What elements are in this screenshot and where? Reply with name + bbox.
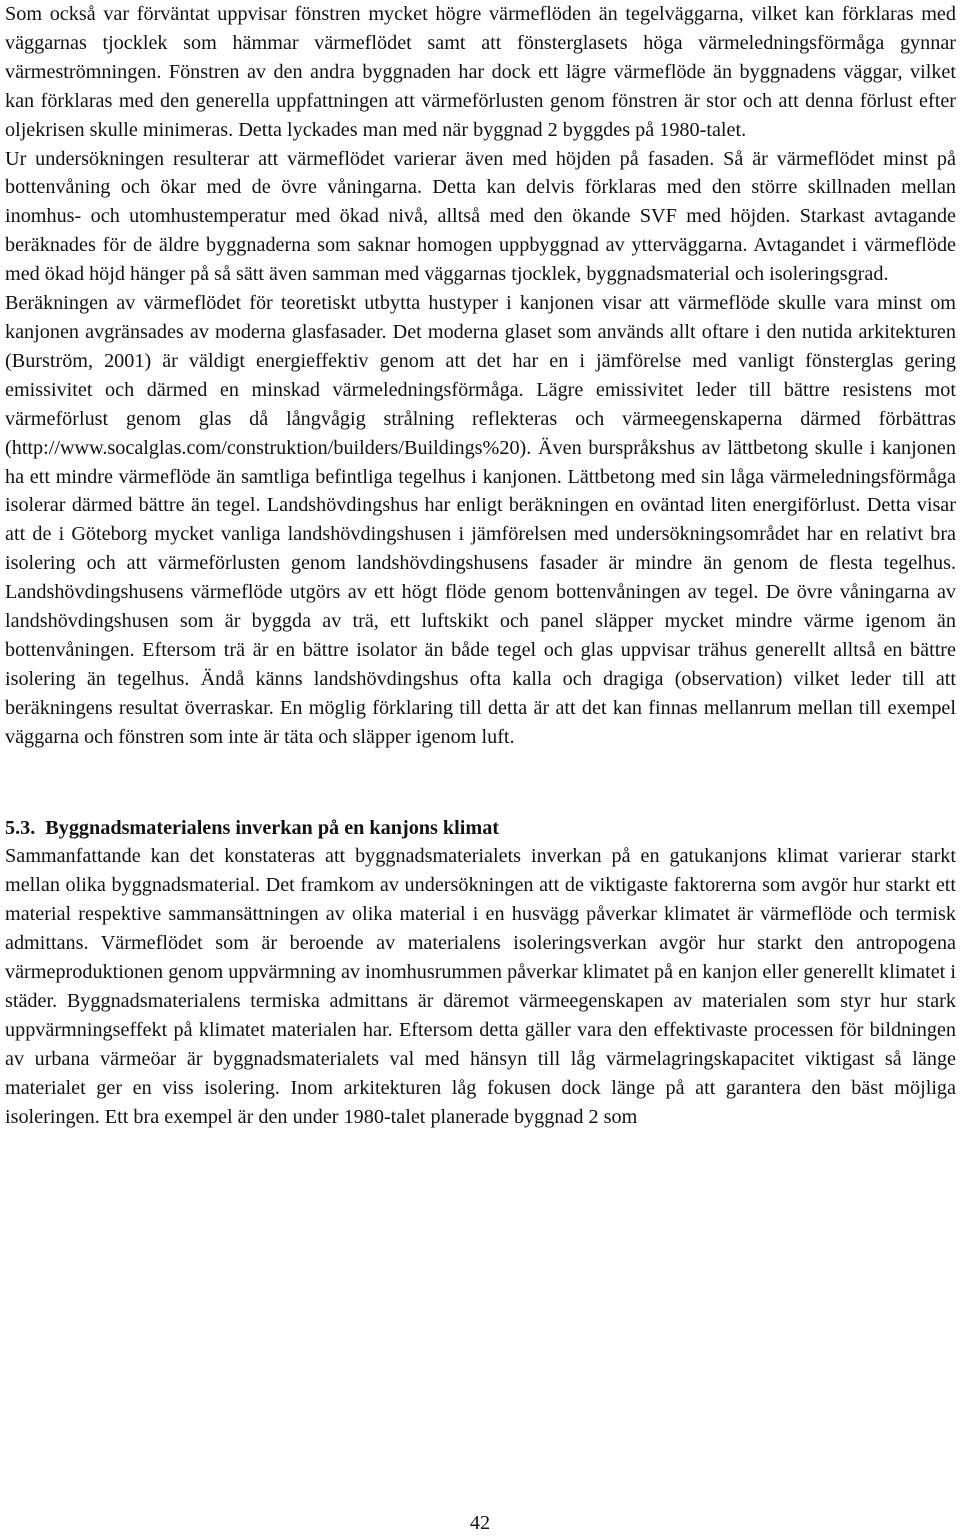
paragraph-house-types: Beräkningen av värmeflödet för teoretiskt utbytta hustyper i kanjonen visar att värmeflöde skulle vara minst om kanjonen avgränsades av moderna glasfasader. Det moderna glaset som används allt oftare i den nutida arkitekturen (Burström, 2001) är väldigt energieffektiv genom att det har en i jämförelse med vanligt fönsterglas gering emissivitet och därmed en minskad värmeledningsförmåga. Lägre emissivitet leder till bättre resistens mot värmeförlust genom glas då långvågig strålning reflekteras och värmeegenskaperna därmed förbättras (http://www.socalglas.com/construktion/builders/Buildings%20). Även burspråkshus av lättbetong skulle i kanjonen ha ett mindre värmeflöde än samtliga befintliga tegelhus i kanjonen. Lättbetong med sin låga värmeledningsförmåga isolerar därmed bättre än tegel. Landshövdingshus har enligt beräkningen en oväntad liten energiförlust. Detta visar att de i Göteborg mycket vanliga landshövdingshusen i jämförelsen med undersökningsområdet har en relativt bra isolering och att värmeförlusten genom landshövdingshusens fasader är mindre än genom de flesta tegelhus. Landshövdingshusens värmeflöde utgörs av ett högt flöde genom bottenvåningen av tegel. De övre våningarna av landshövdingshusen som är byggda av trä, ett luftskikt och panel släpper mycket mindre värme igenom än bottenvåningen. Eftersom trä är en bättre isolator än både tegel och glas uppvisar trähus generellt alltså en bättre isolering än tegelhus. Ändå känns landshövdingshus ofta kalla och dragiga (observation) vilket leder till att beräkningens resultat överraskar. En möglig förklaring till detta är att det kan finnas mellanrum mellan till exempel väggarna och fönstren som inte är täta och släpper igenom luft. — [5, 292, 956, 748]
section-title: Byggnadsmaterialens inverkan på en kanjons klimat — [45, 816, 500, 839]
page-number: 42 — [469, 1512, 491, 1534]
paragraph-height-variation: Ur undersökningen resulterar att värmeflödet varierar även med höjden på fasaden. Så är värmeflödet minst på bottenvåning och ökar med de övre våningarna. Detta kan delvis förklaras med den större skillnaden mellan inomhus- och utomhustemperatur med ökad nivå, alltså med den ökande SVF med höjden. Starkast avtagande beräknades för de äldre byggnaderna som saknar homogen uppbyggnad av ytterväggarna. Avtagandet i värmeflöde med ökad höjd hänger på så sätt även samman med väggarnas tjocklek, byggnadsmaterial och isoleringsgrad. — [5, 147, 956, 286]
document-page — [5, 0, 956, 1132]
section-heading — [5, 814, 956, 843]
paragraph-windows-heatflow: Som också var förväntat uppvisar fönstren mycket högre värmeflöden än tegelväggarna, vilket kan förklaras med väggarnas tjocklek som hämmar värmeflödet samt att fönsterglasets höga värmeledningsförmåga gynnar värmeströmningen. Fönstren av den andra byggnaden har dock ett lägre värmeflöde än byggnadens väggar, vilket kan förklaras med den generella uppfattningen att värmeförlusten genom fönstren är stor och att denna förlust efter oljekrisen skulle minimeras. Detta lyckades man med när byggnad 2 byggdes på 1980-talet. — [5, 3, 956, 141]
paragraph-summary: Sammanfattande kan det konstateras att byggnadsmaterialets inverkan på en gatukanjons klimat varierar starkt mellan olika byggnadsmaterial. Det framkom av undersökningen att de viktigaste faktorerna som avgör hur starkt ett material respektive sammansättningen av olika material i en husvägg påverkar klimatet är värmeflöde och termisk admittans. Värmeflödet som är beroende av materialens isoleringsverkan avgör hur starkt den antropogena värmeproduktionen genom uppvärmning av inomhusrummen påverkar klimatet på en kanjon eller generellt klimatet i städer. Byggnadsmaterialens termiska admittans är däremot värmeegenskapen av materialen som styr hur stark uppvärmningseffekt på klimatet materialen har. Eftersom detta gäller vara den effektivaste processen för bildningen av urbana värmeöar är byggnadsmaterialets val med hänsyn till låg värmelagringskapacitet viktigast så länge materialet ger en viss isolering. Inom arkitekturen låg fokusen dock länge på att garantera den bäst möjliga isoleringen. Ett bra exempel är den under 1980-talet planerade byggnad 2 som — [5, 845, 956, 1128]
section-number: 5.3. — [5, 816, 36, 839]
